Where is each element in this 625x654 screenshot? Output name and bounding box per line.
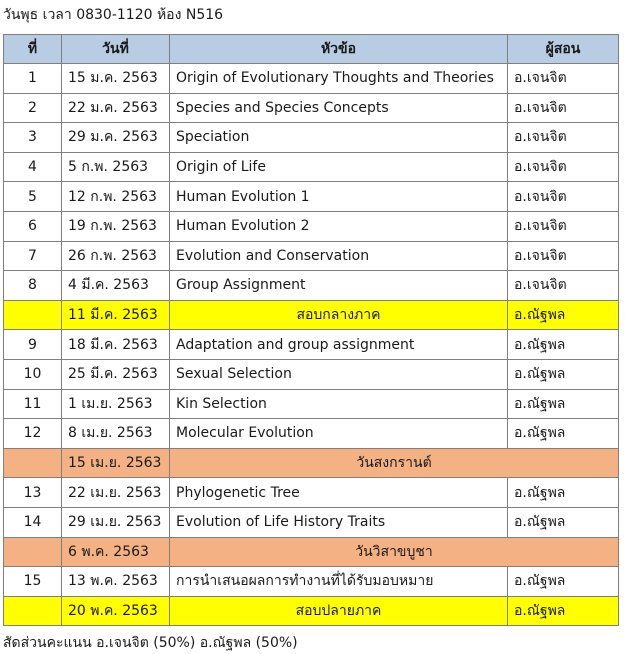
cell-date: 5 ก.พ. 2563 bbox=[62, 152, 170, 182]
column-header-no: ที่ bbox=[4, 35, 62, 64]
cell-topic: Sexual Selection bbox=[170, 359, 508, 389]
cell-no: 6 bbox=[4, 211, 62, 241]
table-row bbox=[4, 241, 619, 271]
midterm-exam-row bbox=[4, 300, 619, 330]
cell-no: 4 bbox=[4, 152, 62, 182]
cell-topic: Evolution of Life History Traits bbox=[170, 507, 508, 537]
cell-date: 6 พ.ค. 2563 bbox=[62, 537, 170, 567]
cell-no: 15 bbox=[4, 567, 62, 597]
cell-date: 20 พ.ค. 2563 bbox=[62, 596, 170, 626]
cell-no: 10 bbox=[4, 359, 62, 389]
cell-no: 9 bbox=[4, 330, 62, 360]
cell-no bbox=[4, 537, 62, 567]
cell-teacher: อ.ณัฐพล bbox=[508, 567, 619, 597]
cell-date: 13 พ.ค. 2563 bbox=[62, 567, 170, 597]
table-row bbox=[4, 64, 619, 94]
cell-teacher: อ.ณัฐพล bbox=[508, 419, 619, 449]
column-header-date: วันที่ bbox=[62, 35, 170, 64]
table-row bbox=[4, 271, 619, 301]
cell-date: 18 มี.ค. 2563 bbox=[62, 330, 170, 360]
table-row bbox=[4, 182, 619, 212]
table-row bbox=[4, 152, 619, 182]
cell-no bbox=[4, 596, 62, 626]
cell-topic: วันวิสาขบูชา bbox=[170, 537, 619, 567]
final-exam-row bbox=[4, 596, 619, 626]
cell-no bbox=[4, 448, 62, 478]
cell-topic: Group Assignment bbox=[170, 271, 508, 301]
cell-no: 2 bbox=[4, 93, 62, 123]
cell-topic: วันสงกรานต์ bbox=[170, 448, 619, 478]
cell-teacher: อ.ณัฐพล bbox=[508, 478, 619, 508]
cell-teacher: อ.ณัฐพล bbox=[508, 507, 619, 537]
cell-teacher: อ.เจนจิต bbox=[508, 182, 619, 212]
cell-teacher: อ.ณัฐพล bbox=[508, 359, 619, 389]
cell-teacher: อ.ณัฐพล bbox=[508, 389, 619, 419]
cell-no bbox=[4, 300, 62, 330]
cell-topic: Species and Species Concepts bbox=[170, 93, 508, 123]
column-header-topic: หัวข้อ bbox=[170, 35, 508, 64]
table-row bbox=[4, 419, 619, 449]
cell-date: 25 มี.ค. 2563 bbox=[62, 359, 170, 389]
cell-no: 12 bbox=[4, 419, 62, 449]
cell-topic: Molecular Evolution bbox=[170, 419, 508, 449]
cell-no: 14 bbox=[4, 507, 62, 537]
table-row bbox=[4, 330, 619, 360]
cell-topic: Evolution and Conservation bbox=[170, 241, 508, 271]
cell-date: 22 ม.ค. 2563 bbox=[62, 93, 170, 123]
cell-topic: สอบกลางภาค bbox=[170, 300, 508, 330]
cell-topic: สอบปลายภาค bbox=[170, 596, 508, 626]
cell-topic: การนำเสนอผลการทำงานที่ได้รับมอบหมาย bbox=[170, 567, 508, 597]
cell-topic: Origin of Evolutionary Thoughts and Theories bbox=[170, 64, 508, 94]
table-header-row bbox=[4, 35, 619, 64]
holiday-row bbox=[4, 537, 619, 567]
cell-topic: Human Evolution 1 bbox=[170, 182, 508, 212]
cell-teacher: อ.เจนจิต bbox=[508, 152, 619, 182]
schedule-caption: วันพุธ เวลา 0830-1120 ห้อง N516 bbox=[3, 7, 224, 23]
table-row bbox=[4, 359, 619, 389]
cell-topic: Speciation bbox=[170, 123, 508, 153]
cell-date: 15 เม.ย. 2563 bbox=[62, 448, 170, 478]
cell-teacher: อ.เจนจิต bbox=[508, 64, 619, 94]
cell-date: 15 ม.ค. 2563 bbox=[62, 64, 170, 94]
cell-topic: Human Evolution 2 bbox=[170, 211, 508, 241]
cell-no: 13 bbox=[4, 478, 62, 508]
cell-teacher: อ.เจนจิต bbox=[508, 93, 619, 123]
cell-teacher: อ.เจนจิต bbox=[508, 211, 619, 241]
cell-no: 1 bbox=[4, 64, 62, 94]
cell-no: 5 bbox=[4, 182, 62, 212]
cell-teacher: อ.เจนจิต bbox=[508, 271, 619, 301]
cell-no: 11 bbox=[4, 389, 62, 419]
table-row bbox=[4, 507, 619, 537]
cell-date: 26 ก.พ. 2563 bbox=[62, 241, 170, 271]
table-row bbox=[4, 93, 619, 123]
cell-teacher: อ.ณัฐพล bbox=[508, 300, 619, 330]
cell-no: 3 bbox=[4, 123, 62, 153]
cell-date: 4 มี.ค. 2563 bbox=[62, 271, 170, 301]
cell-topic: Kin Selection bbox=[170, 389, 508, 419]
cell-topic: Adaptation and group assignment bbox=[170, 330, 508, 360]
table-row bbox=[4, 389, 619, 419]
cell-date: 1 เม.ย. 2563 bbox=[62, 389, 170, 419]
cell-teacher: อ.ณัฐพล bbox=[508, 330, 619, 360]
cell-topic: Origin of Life bbox=[170, 152, 508, 182]
table-row bbox=[4, 123, 619, 153]
table-row bbox=[4, 211, 619, 241]
cell-teacher: อ.เจนจิต bbox=[508, 241, 619, 271]
score-ratio-note: สัดส่วนคะแนน อ.เจนจิต (50%) อ.ณัฐพล (50%) bbox=[3, 635, 298, 651]
cell-date: 8 เม.ย. 2563 bbox=[62, 419, 170, 449]
cell-topic: Phylogenetic Tree bbox=[170, 478, 508, 508]
table-row bbox=[4, 567, 619, 597]
schedule-table bbox=[3, 34, 619, 626]
holiday-row bbox=[4, 448, 619, 478]
cell-date: 29 ม.ค. 2563 bbox=[62, 123, 170, 153]
cell-teacher: อ.ณัฐพล bbox=[508, 596, 619, 626]
cell-teacher: อ.เจนจิต bbox=[508, 123, 619, 153]
table-row bbox=[4, 478, 619, 508]
cell-no: 8 bbox=[4, 271, 62, 301]
cell-no: 7 bbox=[4, 241, 62, 271]
cell-date: 11 มี.ค. 2563 bbox=[62, 300, 170, 330]
cell-date: 12 ก.พ. 2563 bbox=[62, 182, 170, 212]
cell-date: 19 ก.พ. 2563 bbox=[62, 211, 170, 241]
cell-date: 29 เม.ย. 2563 bbox=[62, 507, 170, 537]
column-header-teacher: ผู้สอน bbox=[508, 35, 619, 64]
cell-date: 22 เม.ย. 2563 bbox=[62, 478, 170, 508]
